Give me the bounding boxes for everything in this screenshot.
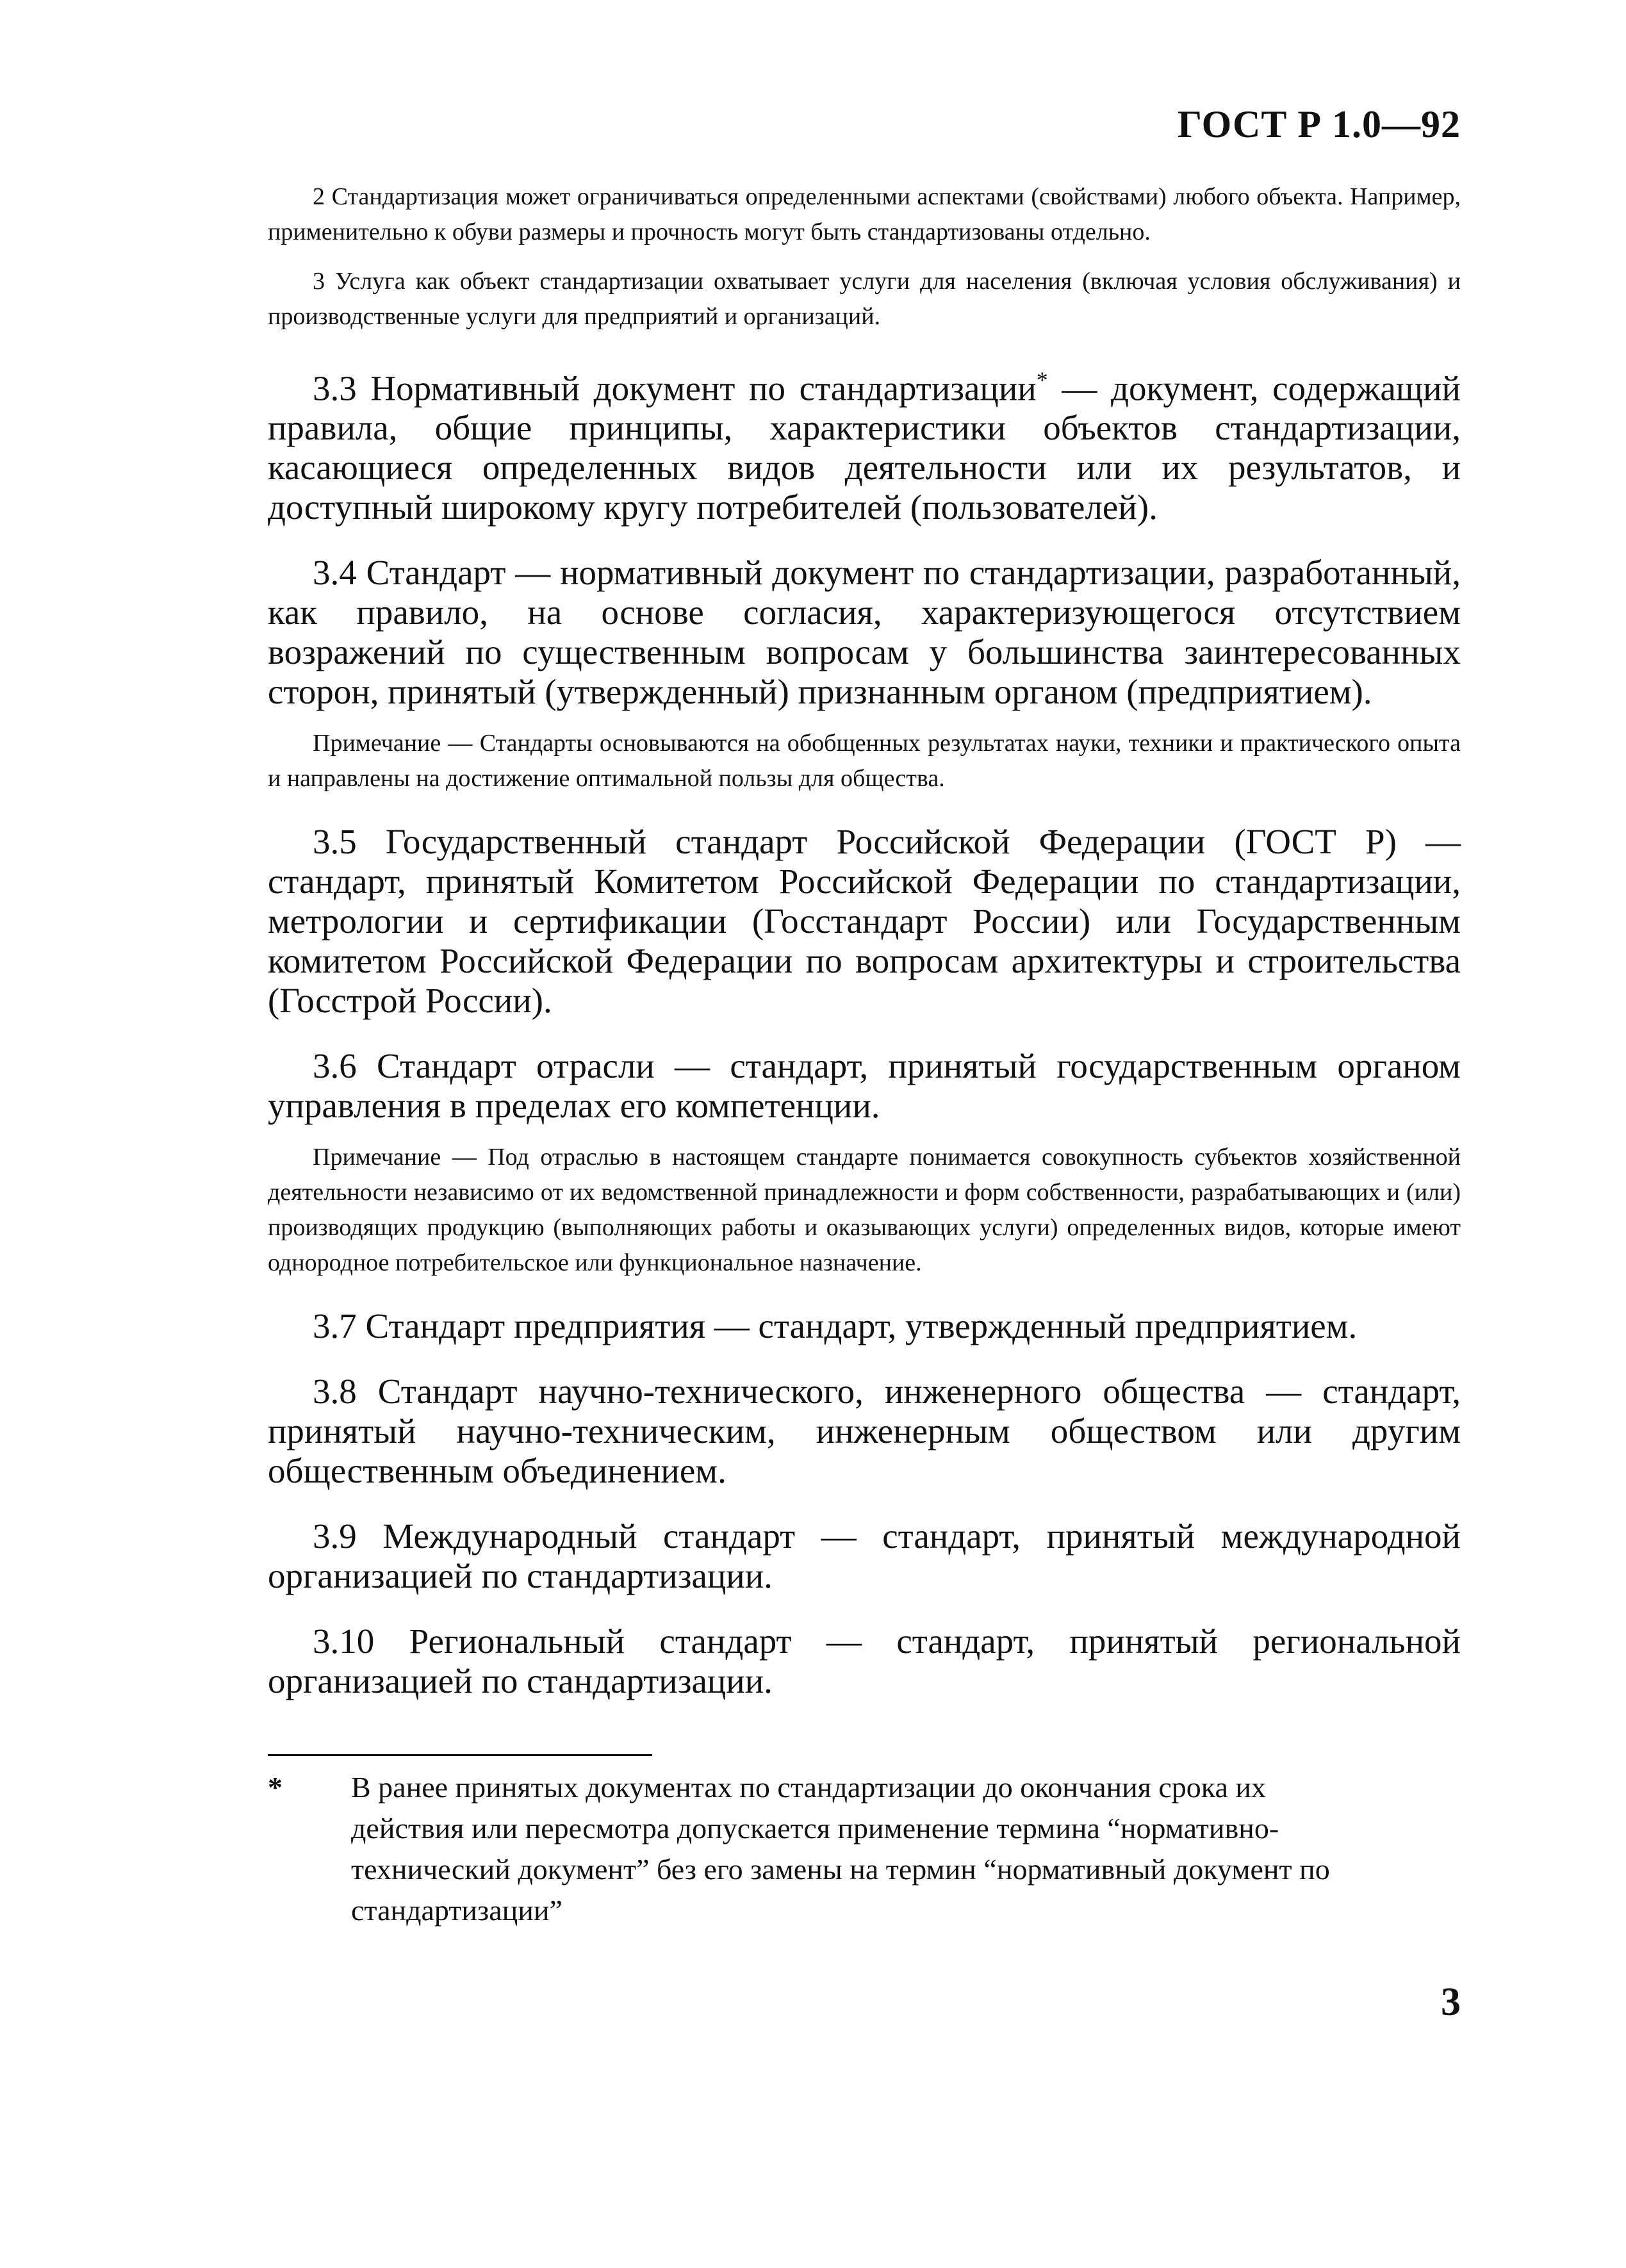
section-3-4: 3.4 Стандарт — нормативный документ по стандартизации, разработанный, как правило, на основе согласия, характеризующегося отсутствием возражений по существенным вопросам у большинства заинтересованных сторон, принятый (утвержденный) признанным органом (предприятием). <box>268 553 1461 712</box>
section-3-9: 3.9 Международный стандарт — стандарт, принятый международной организацией по стандартизации. <box>268 1516 1461 1596</box>
section-3-10: 3.10 Региональный стандарт — стандарт, принятый региональной организацией по стандартизации. <box>268 1622 1461 1701</box>
section-3-6-note: Примечание — Под отраслью в настоящем стандарте понимается совокупность субъектов хозяйственной деятельности независимо от их ведомственной принадлежности и форм собственности, разрабатывающих и (или) производящих продукцию (выполняющих работы и оказывающих услуги) определенных видов, которые имеют однородное потребительское или функциональное назначение. <box>268 1144 1461 1277</box>
document-code-header: ГОСТ Р 1.0—92 <box>1177 103 1461 145</box>
document-body <box>268 179 1461 1727</box>
section-3-4-note: Примечание — Стандарты основываются на обобщенных результатах науки, техники и практического опыта и направлены на достижение оптимальной пользы для общества. <box>268 730 1461 793</box>
section-3-6: 3.6 Стандарт отрасли — стандарт, принятый государственным органом управления в пределах его компетенции. <box>268 1046 1461 1126</box>
section-3-3-definition: — документ, содержащий правила, общие принципы, характеристики объектов стандартизации, касающиеся определенных видов деятельности или их результатов, и доступный широкому кругу потребителей (пользователей). <box>268 368 1461 527</box>
section-3-7: 3.7 Стандарт предприятия — стандарт, утвержденный предприятием. <box>313 1306 1358 1346</box>
footnote <box>268 1767 1461 1931</box>
note-2: 2 Стандартизация может ограничиваться определенными аспектами (свойствами) любого объекта. Например, применительно к обуви размеры и прочность могут быть стандартизованы отдельно. <box>268 183 1461 245</box>
footnote-reference-marker: * <box>1036 367 1048 393</box>
section-3-3 <box>268 360 1461 527</box>
section-3-5: 3.5 Государственный стандарт Российской Федерации (ГОСТ Р) — стандарт, принятый Комитетом Российской Федерации по стандартизации, метрологии и сертификации (Госстандарт России) или Государственным комитетом Российской Федерации по вопросам архитектуры и строительства (Госстрой России). <box>268 822 1461 1021</box>
section-3-3-title: 3.3 Нормативный документ по стандартизации <box>313 368 1037 408</box>
footnote-text: В ранее принятых документах по стандартизации до окончания срока их действия или пересмотра допускается применение термина “нормативно-технический документ” без его замены на термин “нормативный документ по стандартизации” <box>351 1771 1330 1927</box>
footnote-marker: * <box>268 1771 283 1804</box>
footnote-separator <box>268 1754 652 1756</box>
section-3-8: 3.8 Стандарт научно-технического, инженерного общества — стандарт, принятый научно-техническим, инженерным обществом или другим общественным объединением. <box>268 1372 1461 1491</box>
page-number: 3 <box>1441 1980 1461 2024</box>
note-3: 3 Услуга как объект стандартизации охватывает услуги для населения (включая условия обслуживания) и производственные услуги для предприятий и организаций. <box>268 268 1461 330</box>
